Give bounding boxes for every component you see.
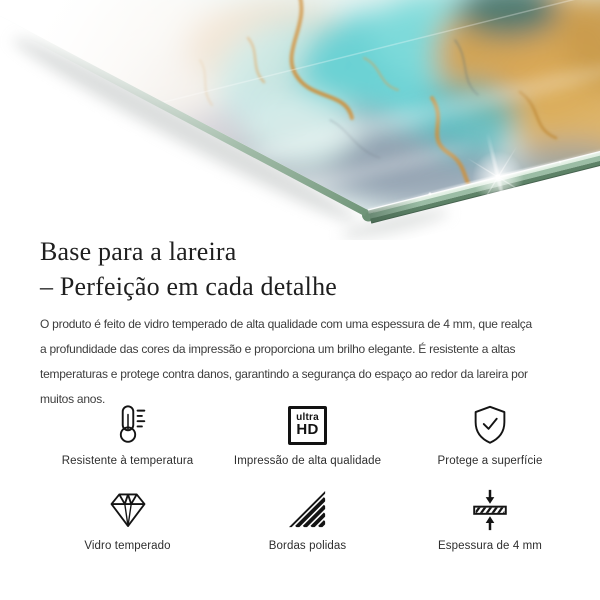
diamond-icon — [106, 487, 150, 533]
feature-thickness — [400, 487, 580, 553]
polished-edges-icon — [285, 487, 331, 533]
ultra-hd-badge-top: ultra — [296, 412, 319, 423]
feature-tempered-glass — [40, 487, 215, 553]
feature-label: Bordas polidas — [268, 540, 347, 552]
product-description — [40, 312, 532, 412]
description-line: O produto é feito de vidro temperado de alta qualidade com uma espessura de 4 mm, que realça — [40, 317, 532, 331]
feature-surface-protection — [400, 402, 580, 468]
feature-label: Resistente à temperatura — [61, 455, 194, 467]
thermometer-icon — [105, 402, 151, 448]
feature-label: Espessura de 4 mm — [438, 540, 542, 552]
hero-image — [0, 0, 600, 240]
ultra-hd-badge-bottom: HD — [296, 421, 319, 438]
panel-art — [0, 0, 600, 240]
feature-temperature — [40, 402, 215, 468]
feature-label: Vidro temperado — [84, 540, 171, 552]
description-line: muitos anos. — [40, 392, 106, 406]
feature-label: Protege a superfície — [437, 455, 543, 467]
ultra-hd-icon — [288, 402, 327, 448]
title-line-1: Base para a lareira — [40, 237, 237, 266]
features-grid — [40, 402, 580, 553]
description-line: a profundidade das cores da impressão e proporciona um brilho elegante. É resistente a altas — [40, 342, 516, 356]
page-title — [40, 234, 337, 304]
feature-print-quality — [215, 402, 400, 468]
glass-panel-render — [0, 0, 600, 240]
description-line: temperaturas e protege contra danos, garantindo a segurança do espaço ao redor da lareira por — [40, 367, 528, 381]
title-line-2: – Perfeição em cada detalhe — [40, 272, 338, 301]
feature-label: Impressão de alta qualidade — [233, 455, 382, 467]
feature-polished-edges — [215, 487, 400, 553]
thickness-compress-icon — [467, 487, 513, 533]
shield-check-icon — [467, 402, 513, 448]
